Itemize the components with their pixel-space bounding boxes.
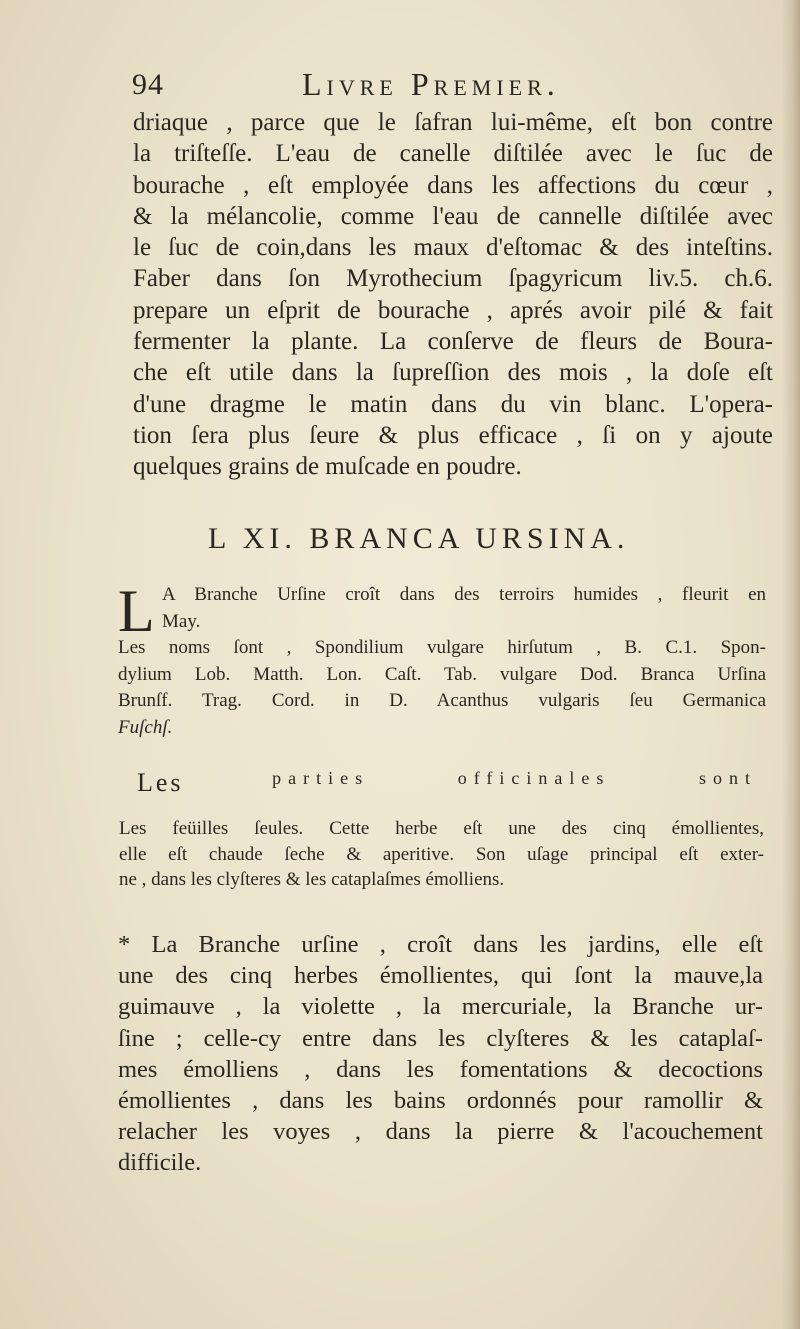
text-line: une des cinq herbes émollientes, qui ſont la mauve,la [118,962,763,990]
paragraph-bourache [133,107,773,483]
text-line: dylium Lob. Matth. Lon. Caſt. Tab. vulgare Dod. Branca Urſina [118,663,766,685]
text-line: tion ſera plus ſeure & plus efficace , ſi on y ajoute [133,421,773,449]
text-line: relacher les voyes , dans la pierre & l'acouchement [118,1118,763,1146]
parts-heading-word: officinales [457,768,611,788]
text-line: émollientes , dans les bains ordonnés pour ramollir & [118,1087,763,1115]
page-edge-shadow [782,0,800,1329]
parts-heading-word: sont [698,768,757,788]
parts-heading [137,768,757,798]
entry-parts [119,816,764,893]
text-line: bourache , eſt employée dans les affections du cœur , [133,171,773,199]
drop-cap: L [118,578,155,644]
text-line: Faber dans ſon Myrothecium ſpagyricum liv.5. ch.6. [133,265,773,293]
text-line: guimauve , la violette , la mercuriale, la Branche ur- [118,993,763,1021]
text-line: che eſt utile dans la ſupreſſion des mois , la doſe eſt [133,359,773,387]
text-line: Fuſchſ. [118,716,173,738]
running-head [132,62,672,112]
note-paragraph [118,929,763,1179]
entry-description [118,578,766,644]
text-line: fermenter la plante. La conſerve de fleurs de Boura- [133,328,773,356]
text-line: difficile. [118,1149,202,1177]
running-title: Livre Premier. [302,66,560,102]
text-line: d'une dragme le matin dans du vin blanc. L'opera- [133,390,773,418]
text-line: quelques grains de muſcade en poudre. [133,453,522,481]
text-line: ſine ; celle-cy entre dans les clyſteres & les cataplaſ- [118,1024,763,1052]
page-number: 94 [132,68,164,101]
text-line: driaque , parce que le ſafran lui-même, eſt bon contre [133,109,773,136]
section-heading: L XI. BRANCA URSINA. [208,522,630,555]
entry-names [118,635,766,741]
parts-heading-word: parties [272,768,370,788]
text-line: ne , dans les clyſteres & les cataplaſmes émolliens. [119,869,505,890]
text-line: mes émolliens , dans les fomentations & decoctions [118,1055,763,1083]
text-line: prepare un eſprit de bourache , aprés avoir pilé & fait [133,296,773,324]
text-line: & la mélancolie, comme l'eau de cannelle diſtilée avec [133,202,773,230]
text-line: May. [162,610,201,632]
text-line: Les noms ſont , Spondilium vulgare hirſutum , B. C.1. Spon- [118,637,766,658]
text-line: A Branche Urſine croît dans des terroirs humides , fleurit en [162,584,766,605]
text-line: elle eſt chaude ſeche & aperitive. Son uſage principal eſt exter- [119,843,764,865]
text-line: Brunſf. Trag. Cord. in D. Acanthus vulgaris ſeu Germanica [118,690,766,711]
text-line: le ſuc de coin,dans les maux d'eſtomac & des inteſtins. [133,234,773,262]
text-line: Les feüilles ſeules. Cette herbe eſt une des cinq émollientes, [119,818,764,839]
text-line: la triſteſſe. L'eau de canelle diſtilée avec le ſuc de [133,140,773,168]
parts-heading-word: Les [137,768,184,797]
text-line: * La Branche urſine , croît dans les jardins, elle eſt [118,931,763,958]
